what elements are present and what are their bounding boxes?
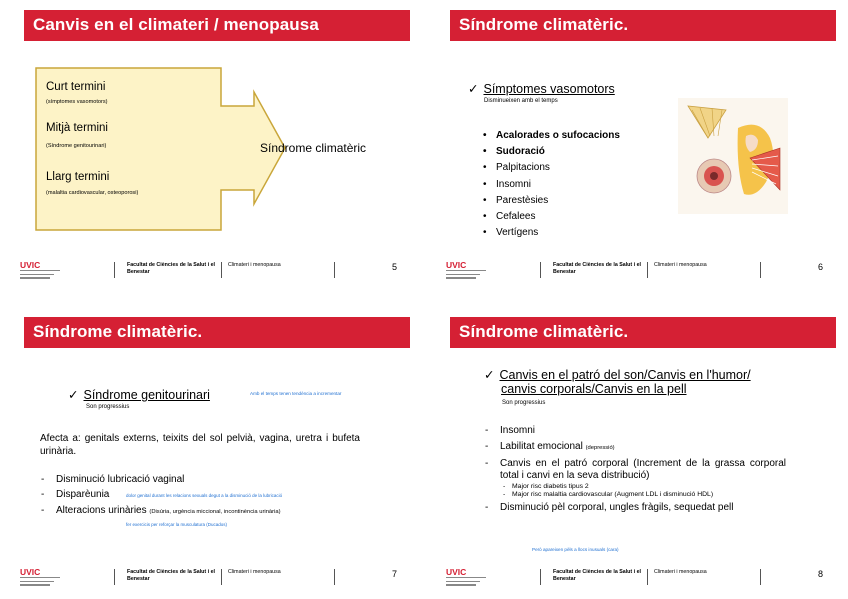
slide-5	[14, 4, 418, 287]
list-item: • Parestèsies	[480, 193, 620, 209]
faculty-name: Facultat de Ciències de la Salut i el Benestar	[127, 262, 216, 275]
hot-flash-illustration	[678, 98, 788, 214]
slide-title: Síndrome climatèric.	[459, 15, 629, 34]
divider	[334, 262, 335, 278]
uvic-logo: UVIC	[446, 260, 467, 270]
term-label: Llarg termini	[46, 171, 110, 183]
page-number: 5	[392, 262, 398, 272]
list-item: • Vertígens	[480, 225, 620, 241]
heading-note: Amb el temps tenen tendència a incrementar	[250, 391, 342, 396]
title-bar	[450, 317, 836, 348]
list-item: - Disminució pèl corporal, ungles fràgils, sequedat pell	[482, 502, 786, 514]
course-name: Climateri i menopausa	[654, 262, 707, 268]
slide-7	[14, 311, 418, 594]
progress-note: Son progressius	[502, 400, 546, 406]
check-icon: ✓	[68, 388, 79, 402]
affects-paragraph: Afecta a: genitals externs, teixits del sol pelvià, vagina, uretra i bufeta urinària.	[40, 433, 360, 457]
logo-lines	[446, 270, 486, 281]
section-heading: ✓ Síndrome genitourinari	[68, 388, 210, 402]
term-sub: (Síndrome genitourinari)	[46, 143, 107, 149]
list-item: • Sudoració	[480, 144, 620, 160]
slide-title: Canvis en el climateri / menopausa	[33, 15, 319, 34]
list-item: • Cefalees	[480, 209, 620, 225]
section-heading-line2: canvis corporals/Canvis en la pell	[501, 382, 687, 396]
divider	[540, 262, 541, 278]
divider	[540, 569, 541, 585]
uvic-logo: UVIC	[20, 567, 41, 577]
list-item: - Disparèunia dolor genital durant les relacions sexuals degut a la disminució de la lubricació	[38, 489, 368, 502]
title-bar	[24, 317, 410, 348]
course-name: Climateri i menopausa	[654, 569, 707, 575]
faculty-name: Facultat de Ciències de la Salut i el Benestar	[553, 262, 642, 275]
divider	[221, 262, 222, 278]
logo-lines	[20, 270, 60, 281]
slide-footer	[14, 260, 418, 287]
sub-list	[500, 483, 786, 499]
check-icon: ✓	[484, 368, 495, 382]
divider	[221, 569, 222, 585]
course-name: Climateri i menopausa	[228, 262, 281, 268]
heading-note: Disminueixen amb el temps	[484, 98, 558, 104]
section-heading: ✓ Canvis en el patró del son/Canvis en l'humor/	[484, 368, 751, 382]
title-bar	[450, 10, 836, 41]
uvic-logo: UVIC	[20, 260, 41, 270]
term-label: Curt termini	[46, 81, 106, 93]
divider	[114, 569, 115, 585]
check-icon: ✓	[468, 82, 479, 96]
sub-list-item: - Major risc malaltia cardiovascular (Augment LDL i disminució HDL)	[500, 491, 786, 499]
faculty-name: Facultat de Ciències de la Salut i el Benestar	[127, 569, 216, 582]
page-number: 7	[392, 569, 398, 579]
divider	[647, 569, 648, 585]
page-number: 8	[818, 569, 824, 579]
slide-footer	[440, 567, 844, 594]
divider	[760, 262, 761, 278]
term-sub: (malaltia cardiovascular, osteoporosi)	[46, 190, 139, 196]
sub-list-item: - Major risc diabetis tipus 2	[500, 483, 786, 491]
divider	[114, 262, 115, 278]
logo-lines	[446, 577, 486, 588]
slide-6	[440, 4, 844, 287]
page-number: 6	[818, 262, 824, 272]
list-item: • Palpitacions	[480, 160, 620, 176]
changes-list	[482, 425, 786, 514]
section-heading: ✓ Símptomes vasomotors	[468, 82, 615, 96]
term-label: Mitjà termini	[46, 122, 108, 134]
symptom-list	[38, 474, 368, 531]
symptom-list	[480, 128, 620, 241]
uvic-logo: UVIC	[446, 567, 467, 577]
slide-footer	[440, 260, 844, 287]
slide-title: Síndrome climatèric.	[33, 322, 203, 341]
term-sub: (símptomes vasomotors)	[46, 99, 108, 105]
blue-note: Però apareixen pèls a llocs inusuals (cara)	[532, 547, 619, 552]
list-item: - Canvis en el patró corporal (Increment de la grassa corporal total i canvi en la seva distribució) - Major risc diabetis tipus 2 - Major risc malaltia cardiovascular (Augment LDL i disminució HDL)	[482, 458, 786, 499]
slide-footer	[14, 567, 418, 594]
list-item: • Insomni	[480, 177, 620, 193]
result-label: Síndrome climatèric	[260, 141, 367, 155]
divider	[647, 262, 648, 278]
list-item: - Alteracions urinàries (Disúria, urgència miccional, incontinència urinària) fer exercicis per reforçar la musculatura (Ducados)	[38, 505, 368, 531]
divider	[760, 569, 761, 585]
list-item: • Acalorades o sufocacions	[480, 128, 620, 144]
faculty-name: Facultat de Ciències de la Salut i el Benestar	[553, 569, 642, 582]
slide-8	[440, 311, 844, 594]
logo-lines	[20, 577, 60, 588]
progress-note: Son progressius	[86, 404, 130, 410]
list-item: - Labilitat emocional (depressió)	[482, 441, 786, 454]
course-name: Climateri i menopausa	[228, 569, 281, 575]
slide-title: Síndrome climatèric.	[459, 322, 629, 341]
divider	[334, 569, 335, 585]
list-item: - Disminució lubricació vaginal	[38, 474, 368, 486]
list-item: - Insomni	[482, 425, 786, 437]
